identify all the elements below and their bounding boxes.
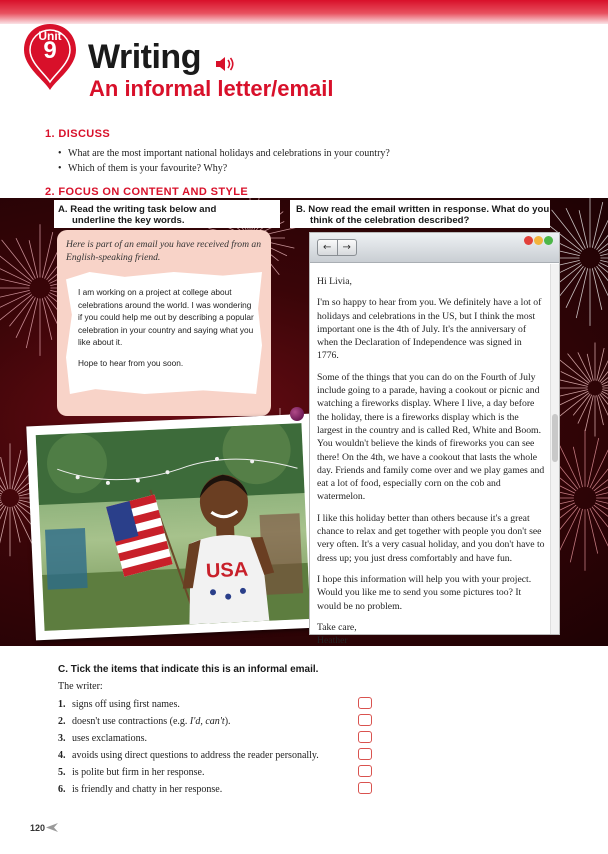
photo-boy-with-flag: [36, 423, 311, 631]
item-text: [72, 781, 222, 798]
list-item: • What are the most important national holidays and celebrations in your country?: [58, 146, 390, 161]
shirt-text: USA: [205, 558, 249, 583]
tick-list: [58, 696, 319, 798]
close-window-dot[interactable]: [524, 236, 533, 245]
nav-buttons: [317, 239, 357, 256]
item-text-main: uses exclamations.: [72, 733, 147, 744]
photo-illustration: [36, 423, 311, 631]
note-paragraph: Hope to hear from you soon.: [78, 357, 184, 368]
tick-checkbox[interactable]: [358, 714, 372, 726]
list-item: [58, 764, 319, 781]
item-number: 3.: [58, 733, 66, 744]
unit-badge: [22, 22, 78, 92]
unit-label: Unit: [38, 29, 62, 43]
forward-arrow-icon[interactable]: →: [342, 242, 351, 253]
minimize-window-dot[interactable]: [534, 236, 543, 245]
maximize-window-dot[interactable]: [544, 236, 553, 245]
tick-intro: The writer:: [58, 681, 103, 692]
email-body: [317, 275, 545, 647]
page-arrow-icon: [46, 823, 58, 832]
tick-checkbox[interactable]: [358, 748, 372, 760]
page-number: 120: [30, 823, 46, 833]
task-card-intro: Here is part of an email you have received from an English-speaking friend.: [66, 239, 262, 263]
email-paragraph: I like this holiday better than others because it's a great chance to relax and get together with people you don't see very often. It's a very casual holiday, and you don't have to dress up; you just dress comfortably and have fun.: [317, 512, 545, 564]
email-paragraph: I hope this information will help you with your project. Would you like me to send you some pictures too? It would be no problem.: [317, 573, 532, 612]
list-item: [58, 696, 319, 713]
pushpin-icon: [290, 407, 304, 421]
email-closing: Take care,: [317, 621, 357, 633]
tick-heading: C. Tick the items that indicate this is an informal email.: [58, 664, 319, 675]
browser-toolbar: [310, 233, 559, 263]
focus-heading: 2. FOCUS ON CONTENT AND STYLE: [45, 186, 249, 198]
item-text-end: ).: [224, 716, 231, 727]
email-paragraph: Some of the things that you can do on the Fourth of July include going to a parade, having a cookout or picnic and watching a fireworks display. Where I live, a day before the holiday, there is a fireworks display which is the largest in the country and is called Red, White and Boom. You wouldn't believe the kinds of fireworks you can see there! On the 4th, we have a cookout that lasts the whole day. Friends and family come over and we play games and eat a lot of food, especially corn on the cob and watermelon.: [317, 371, 545, 503]
discuss-heading: 1. DISCUSS: [45, 128, 111, 140]
task-b-line-2: think of the celebration described?: [310, 215, 470, 226]
item-number: 1.: [58, 699, 66, 710]
tick-checkbox[interactable]: [358, 731, 372, 743]
task-a-instruction: [58, 204, 216, 226]
item-text-main: doesn't use contractions (e.g.: [72, 716, 190, 727]
list-item: [58, 781, 319, 798]
item-number: 4.: [58, 750, 66, 761]
note-paragraph: I am working on a project at college about celebrations around the world. I was wondering if you could help me out by describing a popular celebration in your country and saying what you like about it.: [78, 287, 254, 348]
item-number: 2.: [58, 716, 66, 727]
page-subtitle: An informal letter/email: [89, 76, 334, 101]
email-note-text: [78, 286, 256, 378]
item-text-example: I'd, can't: [189, 716, 225, 727]
task-a-line-1: A. Read the writing task below and: [58, 204, 217, 215]
item-number: 6.: [58, 784, 66, 795]
list-item: [58, 730, 319, 747]
list-item: • Which of them is your favourite? Why?: [58, 161, 390, 176]
item-text-main: is friendly and chatty in her response.: [72, 784, 223, 795]
scrollbar-thumb[interactable]: [552, 414, 558, 462]
item-text-main: is polite but firm in her response.: [72, 767, 205, 778]
item-text: [72, 764, 204, 781]
item-text: [72, 730, 147, 747]
unit-number: 9: [43, 37, 57, 64]
task-a-line-2: underline the key words.: [72, 215, 185, 226]
email-greeting: Hi Livia,: [317, 276, 352, 287]
photo-frame: [26, 414, 319, 641]
list-item: [58, 747, 319, 764]
back-arrow-icon[interactable]: ←: [318, 240, 338, 255]
email-signature: Heather: [317, 635, 348, 647]
task-b-line-1: B. Now read the email written in response. What do you: [296, 204, 550, 215]
email-paragraph: I'm so happy to hear from you. We definitely have a lot of holidays and celebrations in the US, but I think the most important one is the 4th of July. It's the anniversary of when the Declaration of Independence was signed in 1776.: [317, 297, 542, 362]
top-banner: [0, 0, 608, 24]
discuss-bullets: [58, 146, 390, 176]
item-text: [72, 696, 180, 713]
page-title: Writing: [88, 38, 201, 76]
list-item: [58, 713, 319, 730]
item-text-main: avoids using direct questions to address the reader personally.: [72, 750, 319, 761]
item-number: 5.: [58, 767, 66, 778]
email-browser-window: [309, 232, 560, 647]
tick-checkbox[interactable]: [358, 697, 372, 709]
item-text-main: signs off using first names.: [72, 699, 180, 710]
vertical-scrollbar[interactable]: [550, 264, 559, 634]
item-text: [72, 713, 231, 730]
task-b-instruction: [296, 204, 549, 226]
tick-checkbox[interactable]: [358, 782, 372, 794]
tick-checkbox[interactable]: [358, 765, 372, 777]
speaker-icon[interactable]: [215, 56, 235, 72]
item-text: [72, 747, 319, 764]
